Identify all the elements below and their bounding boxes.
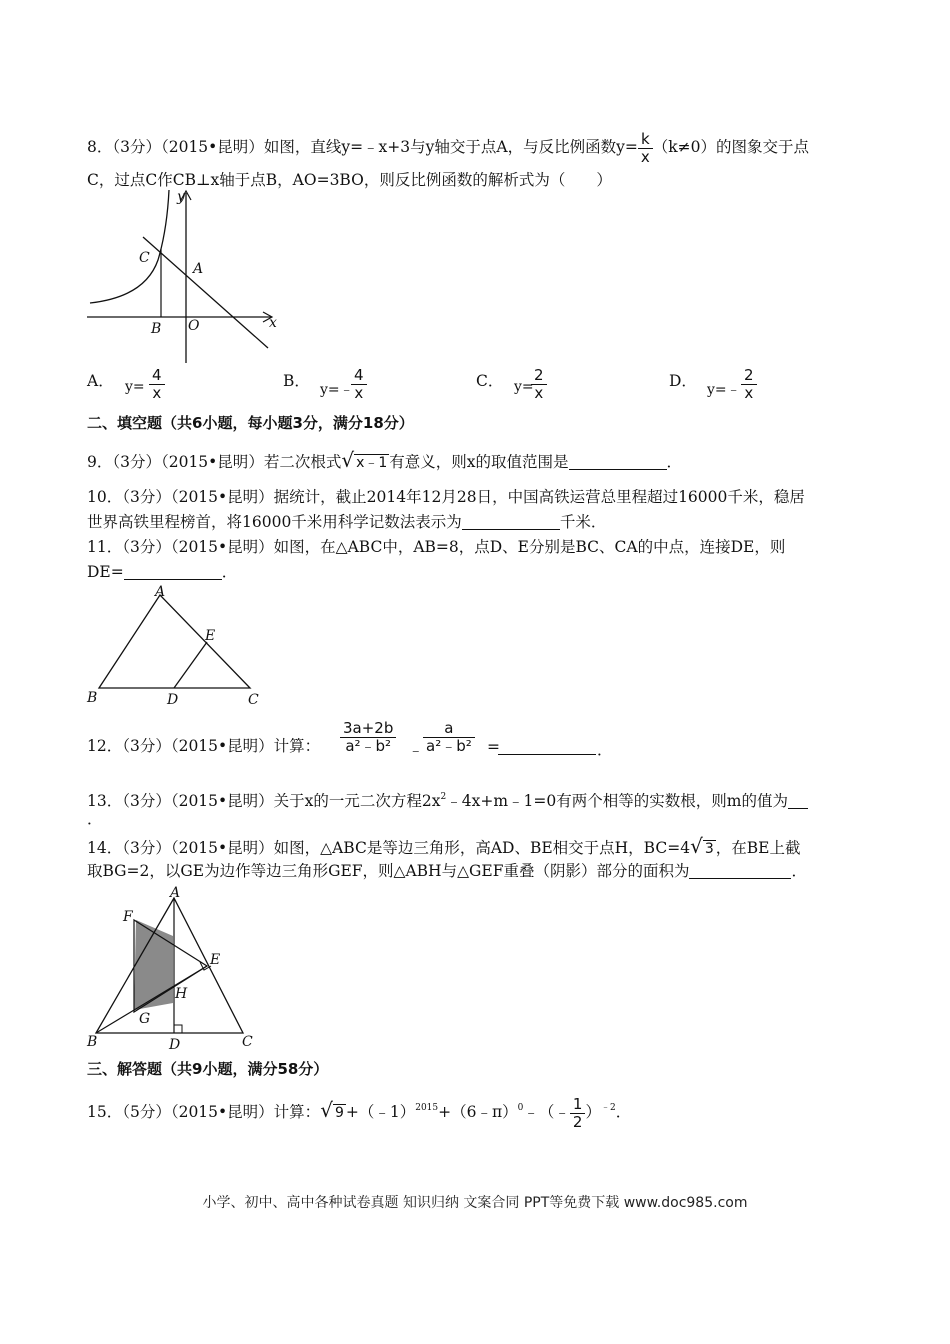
q8-option-a-label: A．	[87, 372, 114, 390]
q13-line1	[87, 787, 808, 811]
q15-frac-den: 2	[572, 1113, 583, 1131]
q8-option-c-num: 2	[531, 367, 547, 385]
q14-text-b: ，在BE上截	[715, 839, 801, 857]
q14-label-g: G	[139, 1011, 151, 1027]
q11-label-a: A	[155, 584, 166, 600]
q11-figure	[85, 582, 275, 707]
q15-radicand: 9	[334, 1105, 344, 1121]
q14-label-h: H	[175, 986, 188, 1002]
q9-radicand: x﹣1	[356, 455, 388, 471]
q8-option-a[interactable]	[87, 366, 162, 402]
q11-segment-de	[174, 642, 207, 688]
q11-text-a: DE=	[87, 563, 124, 581]
q12-minus: ﹣	[408, 741, 424, 759]
q8-figure	[85, 185, 285, 365]
q8-label-b: B	[151, 321, 162, 337]
q12-line	[87, 736, 320, 756]
q14-text-c: 取BG=2，以GE为边作等边三角形GEF，则△ABH与△GEF重叠（阴影）部分的面积为	[87, 862, 690, 880]
q8-option-d-frac	[741, 367, 757, 402]
q15-text-c: +（6﹣π）	[438, 1103, 518, 1121]
q8-option-a-frac	[149, 367, 165, 402]
q8-option-b-num: 4	[351, 367, 367, 385]
q8-frac-den: x	[640, 148, 650, 166]
q8-option-d[interactable]	[669, 366, 754, 402]
q8-text-a: 8．（3分）（2015•昆明）如图，直线y=﹣x+3与y轴交于点A，与反比例函数y=	[87, 138, 638, 156]
q14-right-angle-d	[174, 1025, 182, 1033]
q12-f2-num: a	[423, 720, 475, 738]
q10-line1: 10．（3分）（2015•昆明）据统计，截止2014年12月28日，中国高铁运营总里程超过16000千米，稳居	[87, 488, 805, 506]
q14-line2	[87, 861, 807, 881]
q15-text-e: ）	[585, 1103, 601, 1121]
q9-text-b: 有意义，则x的取值范围是	[389, 453, 569, 471]
q14-label-f: F	[123, 909, 133, 925]
q13-text-b: ﹣4x+m﹣1=0有两个相等的实数根，则m的值为	[446, 792, 788, 810]
q8-option-c-den: x	[534, 384, 544, 402]
q8-label-y: y	[177, 189, 185, 205]
q8-option-b-prefix: y=﹣	[320, 382, 354, 398]
q8-line2: C，过点C作CB⊥x轴于点B，AO=3BO，则反比例函数的解析式为（ ）	[87, 171, 612, 189]
q11-label-d: D	[167, 692, 179, 707]
q9-answer-blank[interactable]	[569, 453, 667, 470]
q13-answer-blank[interactable]	[788, 792, 808, 809]
q13-sup: 2	[440, 792, 447, 802]
q12-f1-den: a²﹣b²	[345, 737, 392, 755]
q11-label-b: B	[87, 690, 98, 706]
q8-line1	[87, 131, 809, 166]
q8-frac-num: k	[638, 131, 653, 149]
q8-option-c-prefix: y=	[514, 379, 534, 395]
q12-equals: =	[487, 738, 500, 756]
q14-label-a: A	[170, 886, 181, 901]
q14-figure	[85, 886, 265, 1054]
q8-option-a-prefix: y=	[125, 379, 145, 395]
q12-answer-blank[interactable]	[498, 738, 596, 755]
q12-fraction-2	[423, 720, 475, 755]
q8-fraction	[638, 131, 653, 166]
section-2-heading: 二、填空题（共6小题，每小题3分，满分18分）	[87, 414, 414, 432]
q8-option-c-label: C．	[476, 372, 504, 390]
q8-option-a-num: 4	[149, 367, 165, 385]
q8-option-b-label: B．	[283, 372, 310, 390]
q8-label-o: O	[188, 318, 200, 334]
q15-text-b: +（﹣1）	[345, 1103, 416, 1121]
q15-frac-num: 1	[570, 1096, 586, 1114]
q15-sqrt: √ 9	[320, 1098, 344, 1122]
q11-answer-blank[interactable]	[124, 563, 222, 580]
q12-fraction-1	[340, 720, 396, 755]
q10-line2	[87, 512, 606, 532]
q8-option-d-prefix: y=﹣	[707, 382, 741, 398]
section-3-heading: 三、解答题（共9小题，满分58分）	[87, 1060, 329, 1078]
q9-line	[87, 450, 682, 473]
q14-text-d: ．	[791, 862, 807, 880]
q10-answer-blank[interactable]	[462, 513, 560, 530]
q14-label-d: D	[169, 1037, 181, 1053]
q12-text-a: 12．（3分）（2015•昆明）计算：	[87, 737, 321, 755]
q11-line2	[87, 562, 237, 582]
q15-sup-2: 0	[517, 1103, 524, 1113]
q15-line	[87, 1096, 631, 1131]
q8-option-c[interactable]	[476, 366, 544, 402]
q14-text-a: 14．（3分）（2015•昆明）如图，△ABC是等边三角形，高AD、BE相交于点H，BC=4	[87, 839, 691, 857]
q11-text-b: ．	[221, 563, 238, 581]
q8-label-c: C	[139, 250, 150, 266]
q15-end: ．	[615, 1103, 632, 1121]
q13-line2: ．	[87, 810, 103, 828]
q9-sqrt: √ x﹣1	[341, 448, 388, 472]
q8-option-a-den: x	[152, 384, 162, 402]
q8-option-b[interactable]	[283, 366, 364, 402]
q11-label-e: E	[205, 628, 216, 644]
q8-option-c-frac	[531, 367, 547, 402]
q10-text-b: 千米．	[559, 513, 607, 531]
q15-text-a: 15．（5分）（2015•昆明）计算：	[87, 1103, 321, 1121]
q15-text-d: ﹣（﹣	[523, 1103, 570, 1121]
q14-line1	[87, 836, 800, 859]
q12-f1-num: 3a+2b	[340, 720, 396, 738]
q8-option-d-num: 2	[741, 367, 757, 385]
q8-line-graph	[143, 237, 268, 348]
q8-option-d-label: D．	[669, 372, 697, 390]
q14-sqrt: √ 3	[690, 834, 714, 858]
q15-fraction	[570, 1096, 586, 1131]
q11-line1: 11．（3分）（2015•昆明）如图，在△ABC中，AB=8，点D、E分别是BC、CA的中点，连接DE，则	[87, 538, 786, 556]
q11-triangle-abc	[99, 595, 250, 688]
q9-end: ．	[666, 453, 683, 471]
q8-label-a: A	[193, 261, 204, 277]
q8-option-d-den: x	[744, 384, 754, 402]
q12-f2-den: a²﹣b²	[426, 737, 472, 755]
q14-radicand: 3	[704, 841, 714, 857]
q10-text-a: 世界高铁里程榜首，将16000千米用科学记数法表示为	[87, 513, 462, 531]
q8-label-x: x	[269, 315, 277, 331]
q15-sup-1: 2015	[415, 1103, 439, 1113]
q8-option-b-den: x	[354, 384, 364, 402]
q8-option-b-frac	[351, 367, 367, 402]
q9-text-a: 9．（3分）（2015•昆明）若二次根式	[87, 453, 342, 471]
q14-answer-blank[interactable]	[689, 862, 791, 879]
q14-label-e: E	[210, 952, 221, 968]
q8-text-b: （k≠0）的图象交于点	[652, 138, 809, 156]
q8-hyperbola	[90, 190, 169, 303]
q13-text-a: 13．（3分）（2015•昆明）关于x的一元二次方程2x	[87, 792, 441, 810]
q15-sup-3: ﹣2	[600, 1103, 616, 1113]
q14-label-b: B	[87, 1034, 98, 1050]
page-footer: 小学、初中、高中各种试卷真题 知识归纳 文案合同 PPT等免费下载 www.doc985.com	[202, 1195, 748, 1211]
q12-end: ．	[597, 741, 613, 759]
q11-label-c: C	[248, 692, 259, 707]
q14-label-c: C	[242, 1034, 253, 1050]
